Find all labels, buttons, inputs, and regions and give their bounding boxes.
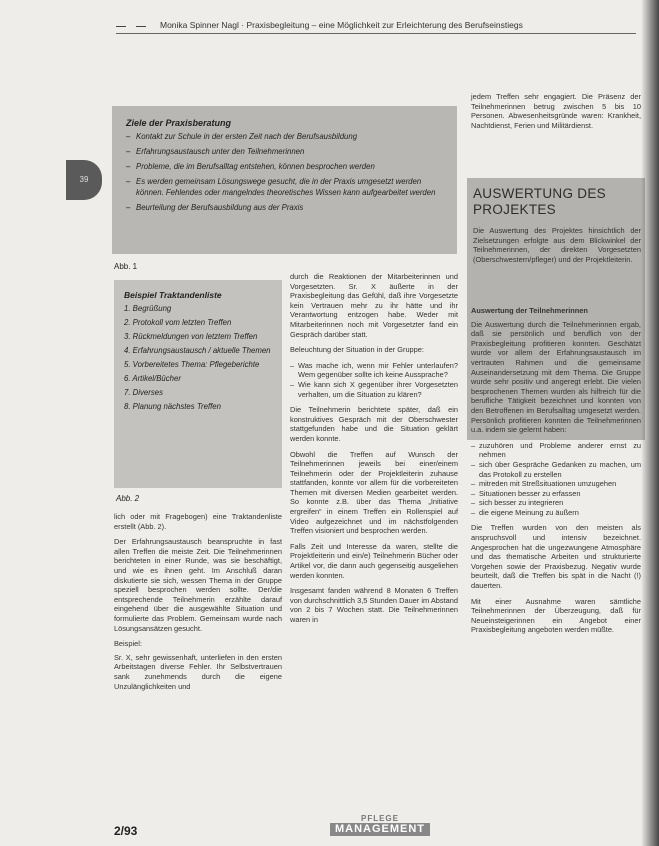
- goals-item: – Es werden gemeinsam Lösungswege gesucht, die in der Praxis umgesetzt werden können. Fehlendes oder mangelndes theoretisches Wissen kann aufgearbeitet werden: [126, 176, 445, 198]
- goals-item: – Probleme, die im Berufsalltag entstehen, können besprochen werden: [126, 161, 445, 172]
- learned-item: – die eigene Meinung zu äußern: [471, 508, 641, 518]
- paragraph: Die Treffen wurden von den meisten als anspruchsvoll und intensiv bezeichnet. Angesprochen hat die ungezwungene Atmosphäre und das thematische Arbeiten und strukturierte Vorgehen sowie der Praxisbezug. Negativ wurde beurteilt, daß die Treffen bis spät in die Nacht (!) dauerten.: [471, 523, 641, 591]
- paragraph: Falls Zeit und Interesse da waren, stellte die Projektleiterin und ein/e) Teilnehmerin Bücher oder Artikel vor, die dann auch gegenseitig ausgeliehen werden konnten.: [290, 541, 458, 580]
- column-right: [471, 300, 641, 641]
- paragraph: Beleuchtung der Situation in der Gruppe:: [290, 345, 424, 355]
- agenda-item: 4. Erfahrungsaustausch / aktuelle Themen: [124, 346, 271, 355]
- paragraph: Insgesamt fanden während 8 Monaten 6 Treffen von durchschnittlich 3,5 Stunden Dauer im Abstand von 2 bis 7 Wochen statt. Die Teilnehmerinnen waren in: [290, 586, 458, 624]
- question-item: – Was mache ich, wenn mir Fehler unterlaufen? Wem gegenüber sollte ich keine Aussprache?: [290, 361, 458, 380]
- paragraph: lich oder mit Fragebogen) eine Traktandenliste erstellt (Abb. 2).: [114, 512, 282, 531]
- header-dash: [116, 26, 126, 27]
- column-left: [114, 512, 282, 697]
- goals-item: – Erfahrungsaustausch unter den Teilnehmerinnen: [126, 146, 445, 157]
- paragraph: Die Teilnehmerin berichtete später, daß ein konstruktives Gespräch mit der Oberschwester stattgefunden habe und die Situation geklärt werden konnte.: [290, 405, 458, 443]
- learned-item: – mitreden mit Streßsituationen umzugehen: [471, 479, 641, 489]
- agenda-item: 5. Vorbereitetes Thema: Pflegeberichte: [124, 360, 260, 369]
- agenda-list: [124, 304, 272, 412]
- column-right-top: [471, 92, 641, 136]
- section-heading: AUSWERTUNG DES PROJEKTES: [473, 186, 606, 217]
- example-label: Beispiel:: [114, 639, 142, 649]
- paragraph: Die Auswertung des Projektes hinsichtlich der Zielsetzungen erfolgte aus dem Blickwinkel der Teilnehmerinnen, der direkten Vorgesetzten (Oberschwestern/pfleger) und der Projektleiterin.: [473, 226, 641, 264]
- agenda-item: 1. Begrüßung: [124, 304, 172, 313]
- goals-title: Ziele der Praxisberatung: [126, 118, 232, 128]
- figure-caption-2: Abb. 2: [116, 494, 140, 503]
- page-edge-shadow: [641, 0, 659, 846]
- paragraph: Sr. X, sehr gewissenhaft, unterliefen in den ersten Arbeitstagen diverse Fehler. Ihr Selbstvertrauen sank zunehmends durch die eigene Unzulänglichkeiten und: [114, 652, 282, 691]
- paragraph: durch die Reaktionen der Mitarbeiterinnen und Vorgesetzten. Sr. X äußerte in der Praxisbegleitung das Gefühl, daß ihre Vorgesetzte kein Vertrauen mehr zu ihr hätte und ihr Verantwortung entzogen habe. Weder mit Mitarbeiterinnen noch mit Vorgesetzter fand ein Gespräch darüber statt.: [290, 272, 458, 339]
- agenda-box: [114, 280, 282, 488]
- paragraph: jedem Treffen sehr engagiert. Die Präsenz der Teilnehmerinnen betrug zwischen 5 bis 10 Personen. Abwesenheitsgründe waren: Krankheit, Nachtdienst, Ferien und Militärdienst.: [471, 92, 641, 130]
- margin-tab: 39: [66, 160, 102, 200]
- logo-line-1: PFLEGE: [360, 814, 399, 823]
- agenda-item: 7. Diverses: [124, 388, 163, 397]
- question-list: [290, 361, 458, 399]
- agenda-item: 2. Protokoll vom letzten Treffen: [124, 318, 232, 327]
- goals-box: [112, 106, 457, 254]
- agenda-item: 3. Rückmeldungen von letztem Treffen: [124, 332, 258, 341]
- agenda-title: Beispiel Traktandenliste: [124, 290, 222, 300]
- header-rule: [116, 33, 636, 34]
- running-header: Monika Spinner Nagl · Praxisbegleitung – eine Möglichkeit zur Erleichterung des Berufseinstiegs: [160, 20, 523, 30]
- learned-item: – sich besser zu integrieren: [471, 498, 641, 508]
- subheading: Auswertung der Teilnehmerinnen: [471, 306, 588, 315]
- learned-item: – sich über Gespräche Gedanken zu machen, um das Protokoll zu erstellen: [471, 460, 641, 479]
- figure-caption-1: Abb. 1: [114, 262, 138, 271]
- goals-item: – Beurteilung der Berufsausbildung aus der Praxis: [126, 202, 445, 213]
- column-middle: [290, 272, 458, 631]
- question-item: – Wie kann sich X gegenüber ihrer Vorgesetzten verhalten, um die Situation zu klären?: [290, 380, 458, 399]
- logo-line-2: MANAGEMENT: [330, 823, 430, 836]
- magazine-logo: [330, 814, 430, 838]
- goals-item: – Kontakt zur Schule in der ersten Zeit nach der Berufsausbildung: [126, 131, 445, 142]
- learned-item: – zuzuhören und Probleme anderer ernst zu nehmen: [471, 441, 641, 460]
- paragraph: Die Auswertung durch die Teilnehmerinnen ergab, daß sie persönlich und beruflich von der Praxisbegleitung profitieren konnten. Geschätzt wurde vor allem der Erfahrungsaustausch im vertrauten Rahmen und die gemeinsame Auseinandersetzung mit dem Thema. Die Gruppe wurde sehr positiv und angeregt erlebt. Die vielen besprochenen Themen wurden als hilfreich für die berufliche Tätigkeit bezeichnet und konnten von den Betroffenen im Berufsalltag umgesetzt werden. Persönlich profitieren konnten die Teilnehmerinnen u.a. indem sie gelernt haben:: [471, 319, 641, 435]
- agenda-item: 8. Planung nächstes Treffen: [124, 402, 221, 411]
- paragraph: Obwohl die Treffen auf Wunsch der Teilnehmerinnen jeweils bei einer/einem Teilnehmerin oder der Projektleiterin zuhause stattfanden, konnte vor allem für die vorbereiteten Themen mit diversen Medien gearbeitet werden. So konnte z.B. über das Thema „Initiative ergreifen“ in einem Treffen ein Rollenspiel auf Video aufgezeichnet und im nächstfolgenden Treffen visioniert und besprochen werden.: [290, 449, 458, 536]
- paragraph: Der Erfahrungsaustausch beanspruchte in fast allen Treffen die meiste Zeit. Die Teilnehmerinnen berichteten in einer Runde, was sie beschäftigt, und wie es ihnen geht. Im Anschluß daran diskutierte sie sich, wessen Thema in der Gruppe speziell besprochen werden sollte. Der/die entsprechende Teilnehmerin erzählte darauf eingehend über die ausgewählte Situation und formulierte das Problem. Gemeinsam wurde nach Lösungsansätzen gesucht.: [114, 537, 282, 633]
- learned-list: [471, 441, 641, 518]
- header-dash: [136, 26, 146, 27]
- page-number: 2/93: [114, 824, 138, 838]
- agenda-item: 6. Artikel/Bücher: [124, 374, 181, 383]
- paragraph: Mit einer Ausnahme waren sämtliche Teilnehmerinnen der Überzeugung, daß für Neueinsteigerinnen ein Angebot einer Praxisbegleitung angeboten werden müßte.: [471, 596, 641, 635]
- learned-item: – Situationen besser zu erfassen: [471, 489, 641, 499]
- column-right-box-text: [473, 226, 641, 270]
- goals-list: [126, 131, 445, 213]
